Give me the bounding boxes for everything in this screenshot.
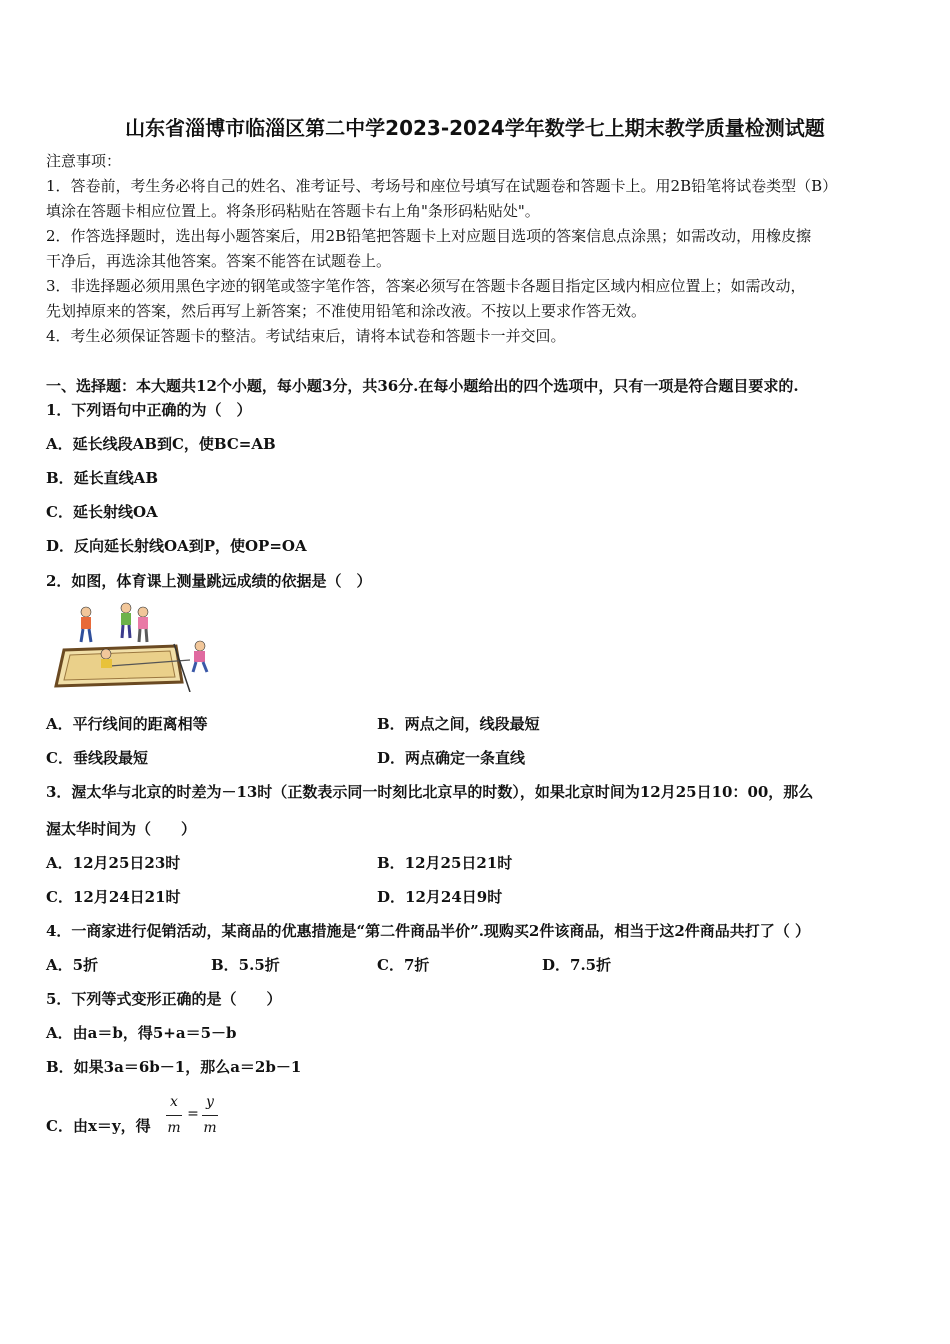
fraction-2-bar [202,1115,218,1116]
fraction-1-numerator: x [170,1094,178,1110]
question-4-stem: 4．一商家进行促销活动，某商品的优惠措施是“第二件商品半价”.现购买2件该商品，相当于这2件商品共打了（ ） [46,922,811,940]
fraction-expression [165,1094,221,1140]
question-2-option-a: A．平行线间的距离相等 [46,715,208,733]
question-2-stem: 2．如图，体育课上测量跳远成绩的依据是（ ） [46,572,372,590]
notice-line-5: 3．非选择题必须用黑色字迹的钢笔或签字笔作答，答案必须写在答题卡各题目指定区域内相应位置上；如需改动， [46,277,806,295]
question-5-option-c: C．由x＝y，得 [46,1117,151,1135]
fraction-1-denominator: m [167,1120,181,1136]
question-3-option-a: A．12月25日23时 [46,854,181,872]
question-3-option-b: B．12月25日21时 [377,854,513,872]
question-5-option-a: A．由a＝b，得5+a＝5－b [46,1024,237,1042]
question-1-option-c: C．延长射线OA [46,503,158,521]
question-3-option-d: D．12月24日9时 [377,888,503,906]
question-2-option-b: B．两点之间，线段最短 [377,715,540,733]
question-4-option-b: B．5.5折 [211,956,280,974]
question-2-option-d: D．两点确定一条直线 [377,749,526,767]
equals-sign: = [187,1106,199,1122]
fraction-2-denominator: m [203,1120,217,1136]
question-5-stem: 5．下列等式变形正确的是（ ） [46,990,282,1008]
section-heading: 一、选择题：本大题共12个小题，每小题3分，共36分.在每小题给出的四个选项中，只有一项是符合题目要求的. [46,377,799,395]
question-1-option-a: A．延长线段AB到C，使BC=AB [46,435,276,453]
question-1-stem: 1．下列语句中正确的为（ ） [46,401,252,419]
notice-line-3: 2．作答选择题时，选出每小题答案后，用2B铅笔把答题卡上对应题目选项的答案信息点涂黑；如需改动，用橡皮擦 [46,227,812,245]
question-4-option-c: C．7折 [377,956,430,974]
notice-line-4: 干净后，再选涂其他答案。答案不能答在试题卷上。 [46,252,392,270]
notice-line-2: 填涂在答题卡相应位置上。将条形码粘贴在答题卡右上角"条形码粘贴处"。 [46,202,540,220]
question-4-option-a: A．5折 [46,956,99,974]
notice-line-7: 4．考生必须保证答题卡的整洁。考试结束后，请将本试卷和答题卡一并交回。 [46,327,566,345]
fraction-2-numerator: y [206,1094,214,1110]
question-3-stem-line-2: 渥太华时间为（ ） [46,820,197,838]
long-jump-illustration [50,600,220,692]
question-3-stem-line-1: 3．渥太华与北京的时差为－13时（正数表示同一时刻比北京早的时数），如果北京时间为12月25日10：00，那么 [46,783,814,801]
question-4-option-d: D．7.5折 [542,956,612,974]
question-5-option-b: B．如果3a＝6b－1，那么a＝2b－1 [46,1058,302,1076]
notice-line-6: 先划掉原来的答案，然后再写上新答案；不准使用铅笔和涂改液。不按以上要求作答无效。 [46,302,647,320]
page-title: 山东省淄博市临淄区第二中学2023-2024学年数学七上期末教学质量检测试题 [125,116,825,140]
notice-heading: 注意事项： [46,152,122,170]
question-2-option-c: C．垂线段最短 [46,749,148,767]
question-1-option-d: D．反向延长射线OA到P，使OP=OA [46,537,307,555]
question-3-option-c: C．12月24日21时 [46,888,181,906]
fraction-1-bar [166,1115,182,1116]
question-1-option-b: B．延长直线AB [46,469,158,487]
notice-line-1: 1．答卷前，考生务必将自己的姓名、准考证号、考场号和座位号填写在试题卷和答题卡上。用2B铅笔将试卷类型（B） [46,177,838,195]
